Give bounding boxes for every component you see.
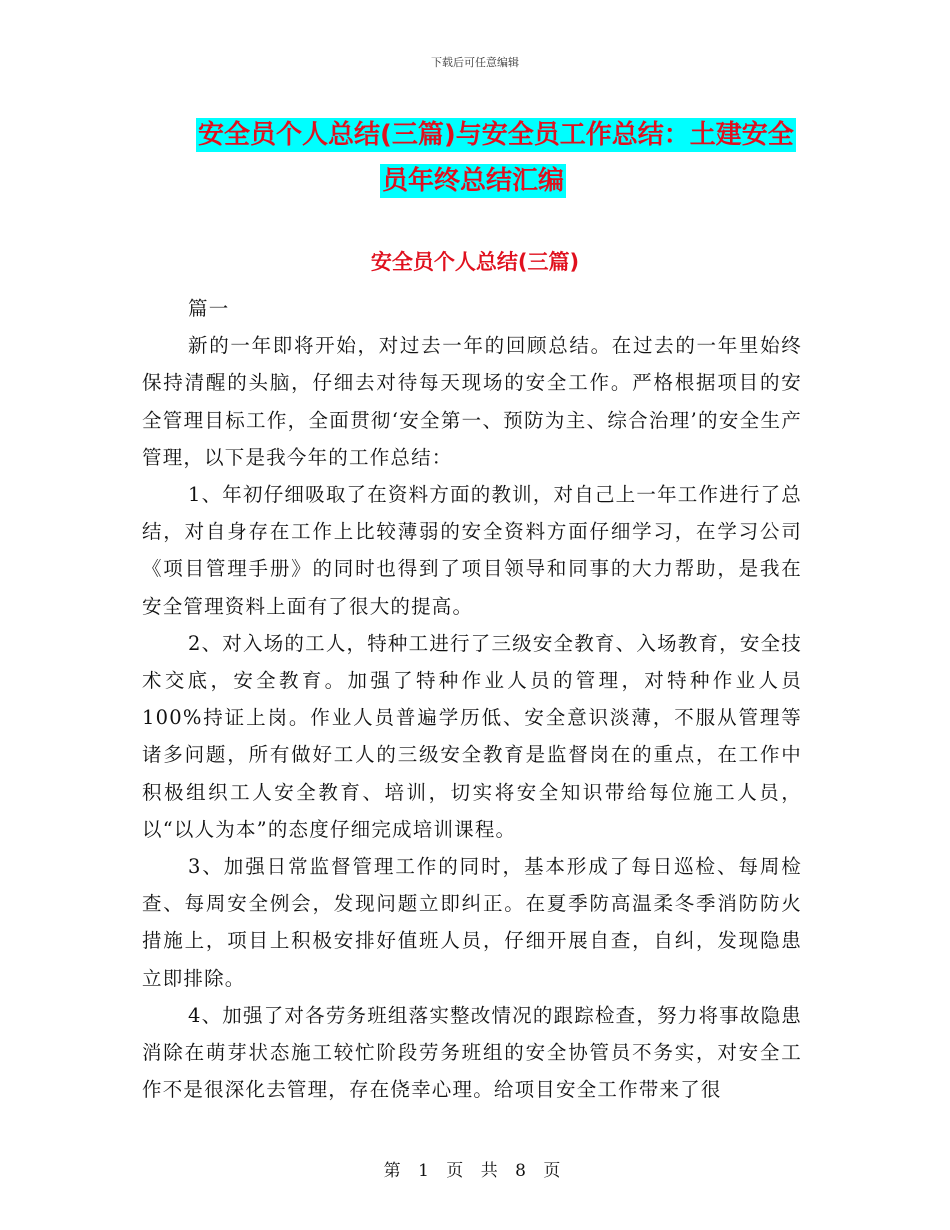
section-title: 安全员个人总结(三篇): [370, 250, 580, 274]
paragraph: 1、年初仔细吸取了在资料方面的教训，对自己上一年工作进行了总结，对自身存在工作上比较薄弱的安全资料方面仔细学习，在学习公司《项目管理手册》的同时也得到了项目领导和同事的大力帮助，是我在安全管理资料上面有了很大的提高。: [142, 483, 802, 618]
subheading: 篇一: [188, 297, 230, 320]
title-line-2: 员年终总结汇编: [382, 166, 565, 196]
paragraph: 新的一年即将开始，对过去一年的回顾总结。在过去的一年里始终保持清醒的头脑，仔细去对待每天现场的安全工作。严格根据项目的安全管理目标工作，全面贯彻‘安全第一、预防为主、综合治理’的安全生产管理，以下是我今年的工作总结：: [142, 334, 802, 469]
body-text: [142, 290, 802, 1108]
page-number: 第 1 页 共 8 页: [383, 1161, 567, 1181]
paragraph: 4、加强了对各劳务班组落实整改情况的跟踪检查，努力将事故隐患消除在萌芽状态施工较忙阶段劳务班组的安全协管员不务实，对安全工作不是很深化去管理，存在侥幸心理。给项目安全工作带来了很: [142, 1003, 802, 1102]
paragraph: 3、加强日常监督管理工作的同时，基本形成了每日巡检、每周检查、每周安全例会，发现问题立即纠正。在夏季防高温柔冬季消防防火措施上，项目上积极安排好值班人员，仔细开展自查，自纠，发现隐患立即排除。: [142, 855, 802, 990]
document-title: [140, 112, 820, 204]
paragraph: 2、对入场的工人，特种工进行了三级安全教育、入场教育，安全技术交底，安全教育。加强了特种作业人员的管理，对特种作业人员100%持证上岗。作业人员普遍学历低、安全意识淡薄，不服从管理等诸多问题，所有做好工人的三级安全教育是监督岗在的重点，在工作中积极组织工人安全教育、培训，切实将安全知识带给每位施工人员，以“以人为本”的态度仔细完成培训课程。: [142, 631, 802, 841]
title-line-1: 安全员个人总结(三篇)与安全员工作总结：土建安全: [198, 120, 794, 150]
header-note: 下载后可任意编辑: [431, 56, 519, 69]
